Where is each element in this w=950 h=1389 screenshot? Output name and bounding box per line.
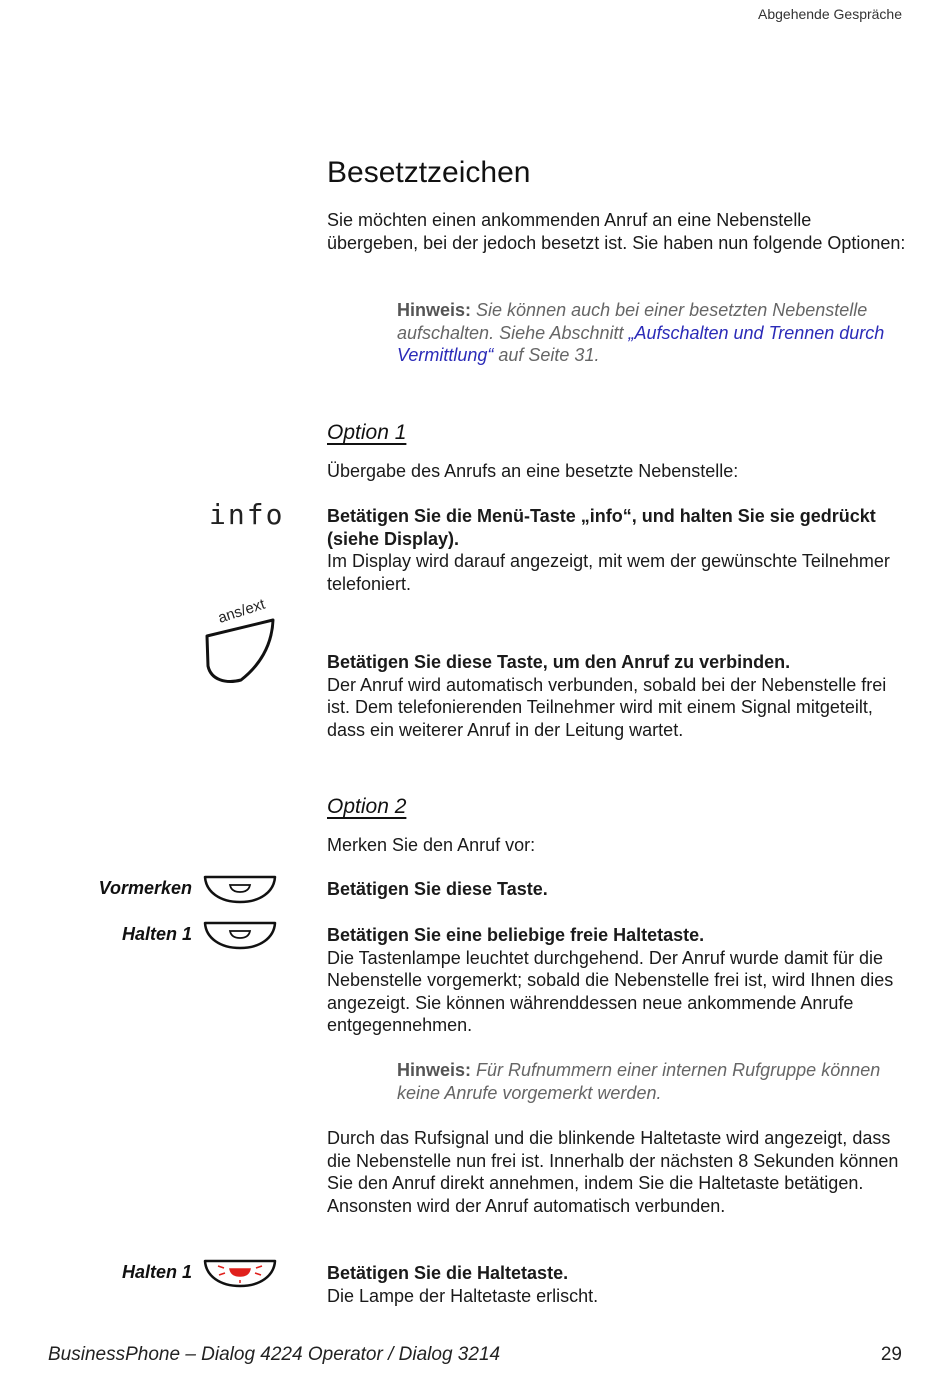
note-text: Sie können auch bei einer besetzten Nebenstelle aufschalten. Siehe Abschnitt xyxy=(397,300,868,343)
step-description: Die Tastenlampe leuchtet durchgehend. Der Anruf wurde damit für die Nebenstelle vorgemerkt; sobald die Nebenstelle frei ist, wird Ihnen dies angezeigt. Sie können währenddessen neue ankommende Anrufe entgegennehmen. xyxy=(327,947,894,1036)
page-title: Besetztzeichen xyxy=(327,156,531,189)
halten-1-label-blinking: Halten 1 xyxy=(121,1262,192,1282)
ans-ext-key-shape xyxy=(207,620,273,681)
ans-ext-key-icon xyxy=(196,596,286,690)
note-label: Hinweis: xyxy=(397,300,472,320)
option-2-step-2 xyxy=(327,924,907,1037)
step-instruction: Betätigen Sie eine beliebige freie Haltetaste. xyxy=(327,925,705,945)
step-description: Im Display wird darauf angezeigt, mit wem der gewünschte Teilnehmer telefoniert. xyxy=(327,551,890,594)
info-display-key: info xyxy=(209,498,285,531)
option-1-heading: Option 1 xyxy=(327,421,407,444)
step-instruction: Betätigen Sie die Menü-Taste „info“, und halten Sie sie gedrückt (siehe Display). xyxy=(327,506,876,549)
step-instruction: Betätigen Sie diese Taste, um den Anruf zu verbinden. xyxy=(327,652,791,672)
option-2-intro: Merken Sie den Anruf vor: xyxy=(327,835,536,855)
rufsignal-paragraph: Durch das Rufsignal und die blinkende Haltetaste wird angezeigt, dass die Nebenstelle nun frei ist. Innerhalb der nächsten 8 Sekunden können Sie den Anruf direkt annehmen, indem Sie die Haltetaste betätigen. Ansonsten wird der Anruf automatisch verbunden. xyxy=(327,1128,899,1216)
step-description: Der Anruf wird automatisch verbunden, sobald bei der Nebenstelle frei ist. Dem telefonierenden Teilnehmer wird mit einem Signal mitgeteilt, dass ein weiterer Anruf in der Leitung wartet. xyxy=(327,674,887,740)
note-aufschalten xyxy=(397,299,907,367)
option-2-heading: Option 2 xyxy=(327,795,407,818)
option-1-step-1 xyxy=(327,505,907,595)
intro-paragraph: Sie möchten einen ankommenden Anruf an eine Nebenstelle übergeben, bei der jedoch besetzt ist. Sie haben nun folgende Optionen: xyxy=(327,210,906,253)
cross-reference-link[interactable]: „Aufschalten und Trennen durch Vermittlung“ xyxy=(397,322,885,366)
ans-ext-label: ans/ext xyxy=(215,596,268,627)
step-instruction: Betätigen Sie diese Taste. xyxy=(327,879,548,899)
page-number: 29 xyxy=(880,1344,902,1365)
running-header: Abgehende Gespräche xyxy=(758,6,902,22)
note-text: Für Rufnummern einer internen Rufgruppe können keine Anrufe vorgemerkt werden. xyxy=(397,1060,881,1103)
option-1-intro: Übergabe des Anrufs an eine besetzte Nebenstelle: xyxy=(327,461,739,481)
step-instruction: Betätigen Sie die Haltetaste. xyxy=(327,1263,569,1283)
vormerken-key-icon xyxy=(202,874,278,906)
step-description: Die Lampe der Haltetaste erlischt. xyxy=(327,1285,599,1306)
halten-key-icon xyxy=(202,920,278,952)
vormerken-label: Vormerken xyxy=(98,878,192,898)
note-label: Hinweis: xyxy=(397,1060,472,1080)
option-2-step-1 xyxy=(327,878,907,901)
halten-1-label: Halten 1 xyxy=(121,924,192,944)
note-suffix: auf Seite 31. xyxy=(493,345,600,366)
halten-key-blinking-icon xyxy=(202,1256,278,1290)
footer-product-name: BusinessPhone – Dialog 4224 Operator / Dialog 3214 xyxy=(48,1344,501,1365)
note-rufgruppe xyxy=(397,1059,907,1104)
option-1-step-2 xyxy=(327,651,907,741)
option-2-step-3 xyxy=(327,1262,907,1307)
